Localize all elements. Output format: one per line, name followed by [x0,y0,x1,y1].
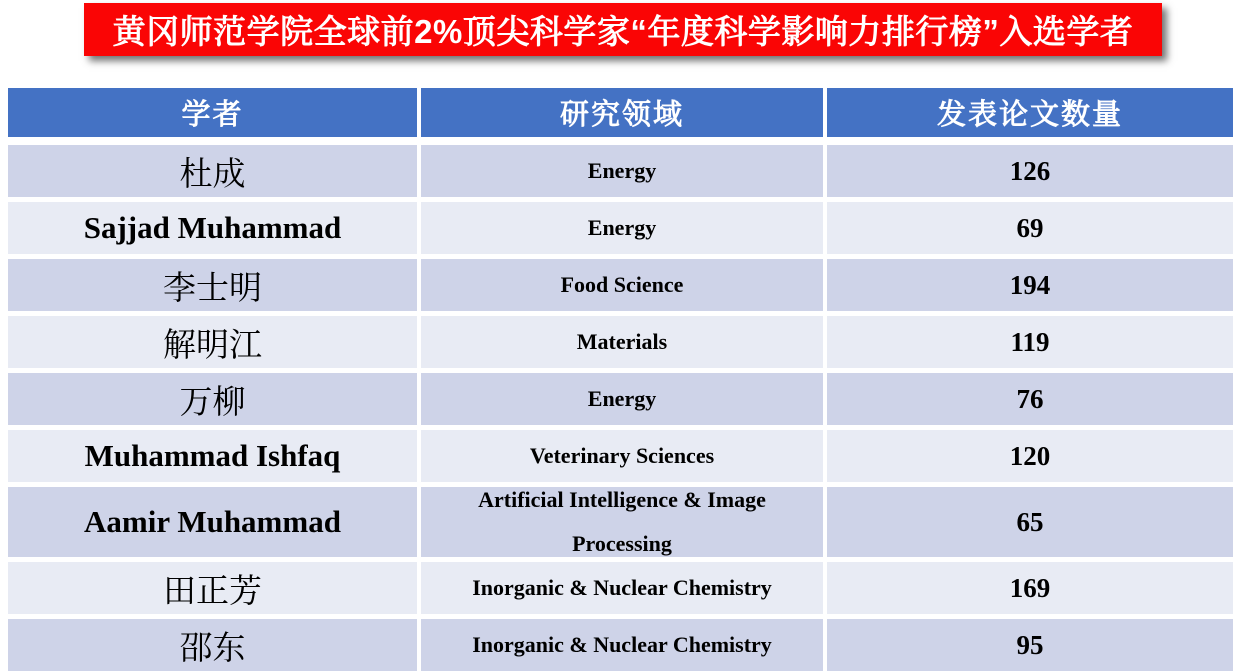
research-field: Energy [421,145,823,197]
paper-count: 119 [827,316,1233,368]
paper-count: 95 [827,619,1233,671]
paper-count: 120 [827,430,1233,482]
scholar-name: Muhammad Ishfaq [8,430,417,482]
column-header-scholar: 学者 [8,88,417,137]
column-header-field: 研究领域 [421,88,823,137]
research-field: Inorganic & Nuclear Chemistry [421,562,823,614]
page-title: 黄冈师范学院全球前2%顶尖科学家“年度科学影响力排行榜”入选学者 [112,13,1134,50]
research-field [421,487,823,557]
paper-count: 194 [827,259,1233,311]
scholar-name: Aamir Muhammad [8,487,417,557]
research-field: Energy [421,373,823,425]
research-field: Energy [421,202,823,254]
column-header-papers: 发表论文数量 [827,88,1233,137]
table-body [8,145,1233,671]
table-header-row [8,88,1233,137]
scholar-name: Sajjad Muhammad [8,202,417,254]
scholar-name: 杜成 [8,145,417,197]
paper-count: 169 [827,562,1233,614]
paper-count: 126 [827,145,1233,197]
scholar-name: 万柳 [8,373,417,425]
scholar-name: 邵东 [8,619,417,671]
paper-count: 76 [827,373,1233,425]
paper-count: 69 [827,202,1233,254]
scholar-name: 解明江 [8,316,417,368]
scholar-name: 田正芳 [8,562,417,614]
title-banner [84,3,1162,56]
research-field: Veterinary Sciences [421,430,823,482]
research-field: Materials [421,316,823,368]
research-field: Inorganic & Nuclear Chemistry [421,619,823,671]
ranking-table [8,88,1233,671]
scholar-name: 李士明 [8,259,417,311]
paper-count: 65 [827,487,1233,557]
research-field: Food Science [421,259,823,311]
research-field-text: Artificial Intelligence & Image Processing [478,487,766,556]
